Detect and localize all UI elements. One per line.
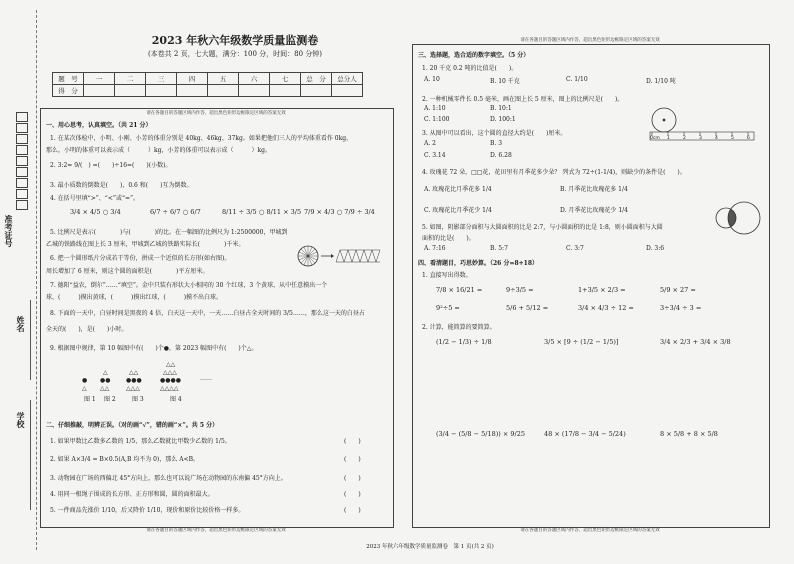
c2-option-c[interactable]: C. 1:100 [424,116,450,123]
cell: 题 号 [53,73,84,85]
pattern-figures [78,360,228,406]
section-1-title: 一、用心思考，认真填空。（共 21 分） [46,122,152,129]
score-cell[interactable] [239,85,270,97]
c2-option-b[interactable]: B. 10:1 [490,105,512,112]
warning-top-right: 请在各题目的答题区域内作答，超出黑色矩形边框限定区域的答案无效 [520,38,660,43]
score-cell[interactable] [84,85,115,97]
ruler-tick-0: 0cm [650,136,660,141]
c2-option-d[interactable]: D. 100:1 [490,116,516,123]
section-4-title: 四、看清题目，巧思妙算。（26 分=8+18） [418,260,539,267]
score-cell[interactable] [270,85,301,97]
digit-box[interactable] [16,123,28,133]
d1-text: 1. 直接写出得数。 [422,272,472,279]
score-cell[interactable] [177,85,208,97]
svg-text:△: △ [82,385,87,392]
tf-answer-2[interactable]: ( ) [344,456,361,463]
school-line[interactable] [30,400,31,510]
page-footer: 2023 年秋六年级数学质量监测卷 第 1 页(共 2 页) [366,544,494,550]
digit-box[interactable] [16,145,28,155]
cell: 二 [115,73,146,85]
d1-expr-4: 5/9 × 27 = [660,286,696,294]
ellipsis-icon: …… [200,375,212,382]
svg-text:△△: △△ [166,361,176,368]
score-cell[interactable] [301,85,332,97]
q3-text: 3. 最小质数的倒数是( )，0.6 和( )互为倒数。 [50,182,193,189]
score-header-row [53,73,363,85]
digit-box[interactable] [16,178,28,188]
tf-answer-5[interactable]: ( ) [344,507,361,514]
ruler-tick-6: 6 [747,136,750,141]
exam-number-boxes [16,112,28,211]
svg-text:●●●●: ●●●● [160,377,181,384]
tf-2: 2. 如果 A×3/4 = B×0.5(A,B 均不为 0)，那么 A<B。 [50,456,200,463]
cell: 七 [270,73,301,85]
c1-option-b[interactable]: B. 10 千克 [490,78,520,85]
tf-answer-4[interactable]: ( ) [344,491,361,498]
figure-2-icon [100,369,110,392]
svg-text:●: ● [82,377,88,384]
d2-expr-1: (1/2 − 1/3) ÷ 1/8 [436,338,492,346]
d2-expr-2: 3/5 × [9 ÷ (1/2 − 1/5)] [544,338,619,346]
score-cell[interactable] [208,85,239,97]
section-3-title: 三、选择题，选合适的数字填空。（5 分） [418,52,530,59]
ruler-icon [650,132,754,140]
ruler-tick-3: 3 [699,136,702,141]
svg-text:△△△: △△△ [163,369,177,376]
cell: 四 [177,73,208,85]
q4-expr-2: 6/7 ÷ 6/7 ○ 6/7 [150,208,201,216]
ruler-circle-figure [648,104,756,144]
figure-3-icon [126,369,142,392]
q4-text: 4. 在括号里填“>”、“<”或“=”。 [50,195,140,202]
svg-text:△△△: △△△ [126,385,140,392]
q6-text-a: 6. 把一个圆形纸片分成若干等份，拼成一个近似的长方形(如右图)。 [50,255,231,262]
ruler-tick-2: 2 [683,136,686,141]
school-label: 学校 [16,412,26,428]
digit-box[interactable] [16,200,28,210]
fig-label-4: 图 4 [170,396,182,403]
d1-expr-5: 9²÷5 = [436,304,460,312]
digit-box[interactable] [16,134,28,144]
c5-option-d[interactable]: D. 3:6 [646,245,665,252]
q4-expr-4: 7/9 × 4/3 ○ 7/9 ÷ 3/4 [304,208,375,216]
c1-text: 1. 20 千克 0.2 吨的比值是( )。 [422,65,518,72]
binding-margin [0,0,38,564]
ruler-tick-1: 1 [667,136,670,141]
c1-option-d[interactable]: D. 1/10 吨 [646,78,676,85]
d1-expr-7: 3/4 × 4/3 ÷ 12 = [578,304,634,312]
q1-text-b: 那么，小明的体重可以表示成（ ）kg，小芳的体重可以表示成（ ）kg。 [46,147,271,154]
warning-top-left: 请在各题目的答题区域内作答，超出黑色矩形边框限定区域的答案无效 [146,111,286,116]
cell: 五 [208,73,239,85]
q5-text-b: 乙城的铁路线在图上长 3 厘米，甲城到乙城的铁路实际长( )千米。 [46,241,245,248]
circle-icon [298,246,318,266]
warning-bottom-left: 请在各题目的答题区域内作答，超出黑色矩形边框限定区域的答案无效 [146,528,286,533]
tf-1: 1. 如果甲数比乙数多乙数的 1/5，那么乙数就比甲数少乙数的 1/5。 [50,438,231,445]
fig-label-3: 图 3 [132,396,144,403]
cell: 总分人 [332,73,363,85]
digit-box[interactable] [16,167,28,177]
d1-expr-3: 1+3/5 × 2/3 = [578,286,626,294]
c3-option-a[interactable]: A. 2 [424,140,436,147]
q7-text-a: 7. 德阳“益农，倒尔”……“填空”。金中只装有形状大小相同的 30 个红球，3 个黄球，从中任意摸出一个 [50,282,328,289]
score-table [52,72,363,97]
d1-expr-2: 9÷3/5 = [506,286,534,294]
q6-text-b: 周长增加了 6 厘米，则这个圆的面积是( )平方厘米。 [46,268,209,275]
digit-box[interactable] [16,112,28,122]
d2-expr-6: 8 × 5/8 + 8 × 5/8 [660,430,718,438]
c4-option-b[interactable]: B. 月季花比玫瑰花多 1/4 [560,186,628,193]
d1-expr-6: 5/6 + 5/12 = [506,304,549,312]
circle-icon [652,108,676,132]
score-cell[interactable] [332,85,363,97]
ruler-tick-4: 4 [715,136,718,141]
c4-text: 4. 玫瑰花 72 朵，□□花，花田里有月季花多少朵？ 列式为 72÷(1-1/4)，则缺少的条件是( )。 [422,169,686,176]
name-line[interactable] [30,300,31,380]
ruler-tick-5: 5 [731,136,734,141]
c2-option-a[interactable]: A. 1:10 [424,105,446,112]
figure-4-icon [160,361,181,392]
digit-box[interactable] [16,156,28,166]
d2-expr-4: (3/4 − (5/8 − 5/18)) × 9/25 [436,430,525,438]
cell: 一 [84,73,115,85]
svg-text:△: △ [103,369,108,376]
c5-option-b[interactable]: B. 5:7 [490,245,508,252]
c5-option-c[interactable]: C. 3:7 [566,245,584,252]
circle-to-rectangle-figure [296,244,382,268]
tf-5: 5. 一件商品先涨价 1/10，后又降价 1/10，现价和原价比较价格一样多。 [50,507,245,514]
q1-text-a: 1. 在某次体检中，小明、小刚、小芳的体重分别是 40kg、46kg、37kg。如果把他们三人的平均体重看作 0kg， [50,135,353,142]
svg-text:△△△△: △△△△ [160,385,179,392]
cell: 三 [146,73,177,85]
warning-bottom-right: 请在各题目的答题区域内作答，超出黑色矩形边框限定区域的答案无效 [520,528,660,533]
q8-text-a: 8. 下面的一天中，白昼时间是黑夜的 4 倍，白天这一天中，一天……白昼占全天时间的 3/5……，那么这一天的白昼占 [50,310,365,317]
q4-expr-3: 8/11 ÷ 3/5 ○ 8/11 × 3/5 [222,208,302,216]
name-label: 姓名 [16,316,26,332]
svg-text:●●●: ●●● [126,377,142,384]
c3-option-d[interactable]: D. 6.28 [490,152,512,159]
cell: 六 [239,73,270,85]
q8-text-b: 全天的( )，是( )小时。 [46,326,128,333]
c1-option-c[interactable]: C. 1/10 [566,76,588,83]
c3-option-c[interactable]: C. 3.14 [424,152,446,159]
left-answer-frame [40,108,394,528]
c3-text: 3. 从图中可以看出，这个圆的直径大约是( )厘米。 [422,130,567,137]
digit-box[interactable] [16,189,28,199]
c5-text-a: 5. 如图，阴影部分面积与大圆面积的比是 2:7，与小圆面积的比是 1:8，则小圆面积与大圆 [422,224,663,231]
d2-text: 2. 计算，能简算的要简算。 [422,324,496,331]
d1-expr-8: 3÷3/4 ÷ 3 = [660,304,702,312]
d2-expr-3: 3/4 × 2/3 + 3/4 × 3/8 [660,338,731,346]
q9-text: 9. 根据图中规律，第 10 幅图中有( )个●，第 2023 幅图中有( )个△。 [50,345,258,352]
svg-text:●●: ●● [100,377,111,384]
section-2-title: 二、仔细推敲，明辨正误。（对的画“√”，错的画“×”。共 5 分） [46,422,219,429]
q4-expr-1: 3/4 × 4/5 ○ 3/4 [70,208,121,216]
c5-option-a[interactable]: A. 7:16 [424,245,446,252]
d1-expr-1: 7/8 × 16/21 = [436,286,483,294]
figure-1-icon [82,377,87,392]
q5-text-a: 5. 比例尺是表示( )与( )的比。在一幅图的比例尺为 1:2500000，甲城到 [50,229,288,236]
tf-answer-3[interactable]: ( ) [344,475,361,482]
score-value-row [53,85,363,97]
tf-answer-1[interactable]: ( ) [344,438,361,445]
rectangle-strips-icon [336,250,380,262]
c4-option-d[interactable]: D. 月季花比玫瑰花少 1/4 [560,207,628,214]
cell: 得 分 [53,85,84,97]
fig-label-2: 图 2 [104,396,116,403]
cut-line [36,10,37,550]
c2-text: 2. 一种机械零件长 0.5 毫米，画在图上长 5 厘米，图上的比例尺是( )。 [422,96,624,103]
svg-text:△△: △△ [129,369,139,376]
exam-info: (本卷共 2 页，七大题，满分：100 分，时间：80 分钟) [147,50,323,58]
q7-text-b: 球，( )摸出黄球，( )摸出红球，( )摸不出白球。 [46,294,223,301]
page-title: 2023 年秋六年级数学质量监测卷 [151,34,319,47]
d2-expr-5: 48 × (17/8 − 3/4 − 5/24) [544,430,626,438]
score-cell[interactable] [146,85,177,97]
tf-4: 4. 用同一根绳子围成的长方形、正方形和圆，圆的面积最大。 [50,491,214,498]
fig-label-1: 图 1 [84,396,96,403]
c4-option-a[interactable]: A. 玫瑰花比月季花多 1/4 [424,186,492,193]
c4-option-c[interactable]: C. 玫瑰花比月季花少 1/4 [424,207,492,214]
c1-option-a[interactable]: A. 10 [424,76,440,83]
svg-text:△△: △△ [100,385,110,392]
score-cell[interactable] [115,85,146,97]
c3-option-b[interactable]: B. 3 [490,140,503,147]
tf-3: 3. 动物园在广场的西偏北 45°方向上，那么也可以说广场在动物园的东南偏 45°方向上。 [50,475,287,482]
cell: 总 分 [301,73,332,85]
q2-text: 2. 3:2= 9/( ) =( )÷16=( )(小数)。 [50,162,172,169]
c5-text-b: 面积的比是( )。 [422,235,475,242]
overlapping-circles-figure [712,198,764,238]
exam-number-label: 准考证号 [4,215,14,247]
